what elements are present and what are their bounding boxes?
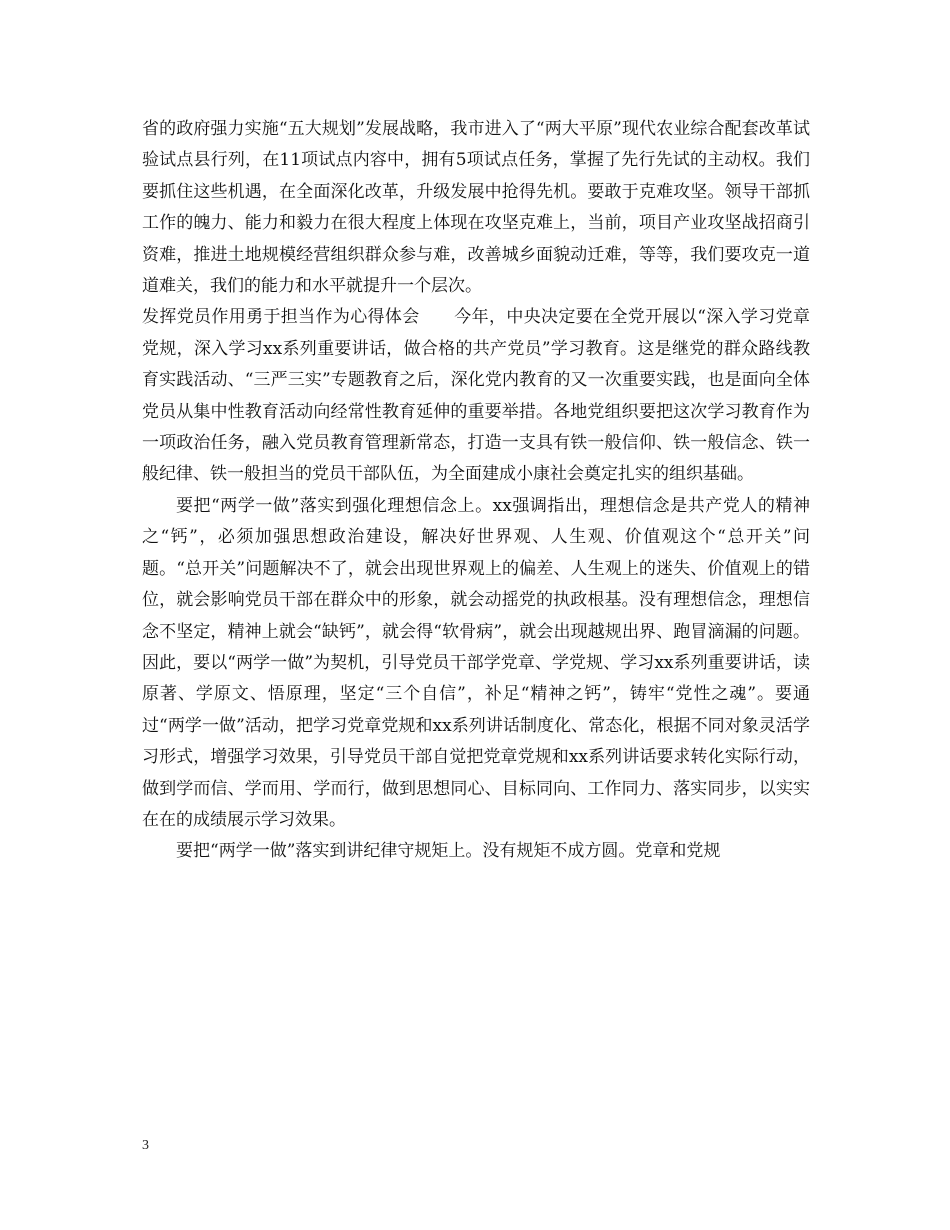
paragraph-4: 要把“两学一做”落实到讲纪律守规矩上。没有规矩不成方圆。党章和党规 (176, 841, 721, 862)
page-number: 3 (142, 1138, 149, 1153)
paragraph-1: 省的政府强力实施“五大规划”发展战略，我市进入了“两大平原”现代农业综合配套改革试验试点县行列，在11项试点内容中，拥有5项试点任务，掌握了先行先试的主动权。我们要抓住这些机遇，在全面深化改革，升级发展中抢得先机。要敢于克难攻坚。领导干部抓工作的魄力、能力和毅力在很大程度上体现在攻坚克难上，当前，项目产业攻坚战招商引资难，推进土地规模经营组织群众参与难，改善城乡面貌动迁难，等等，我们要攻克一道道难关，我们的能力和水平就提升一个层次。 (142, 119, 810, 297)
document-body (142, 114, 810, 868)
paragraph-3: 要把“两学一做”落实到强化理想信念上。xx强调指出，理想信念是共产党人的精神之“钙”，必须加强思想政治建设，解决好世界观、人生观、价值观这个“总开关”问题。“总开关”问题解决不了，就会出现世界观上的偏差、人生观上的迷失、价值观上的错位，就会影响党员干部在群众中的形象，就会动摇党的执政根基。没有理想信念，理想信念不坚定，精神上就会“缺钙”，就会得“软骨病”，就会出现越规出界、跑冒滴漏的问题。因此，要以“两学一做”为契机，引导党员干部学党章、学党规、学习xx系列重要讲话，读原著、学原文、悟原理，坚定“三个自信”，补足“精神之钙”，铸牢“党性之魂”。要通过“两学一做”活动，把学习党章党规和xx系列讲话制度化、常态化，根据不同对象灵活学习形式，增强学习效果，引导党员干部自觉把党章党规和xx系列讲话要求转化实际行动，做到学而信、学而用、学而行，做到思想同心、目标同向、工作同力、落实同步，以实实在在的成绩展示学习效果。 (142, 495, 810, 830)
paragraph-2: 发挥党员作用勇于担当作为心得体会 今年，中央决定要在全党开展以“深入学习党章党规，深入学习xx系列重要讲话，做合格的共产党员”学习教育。这是继党的群众路线教育实践活动、“三严三实”专题教育之后，深化党内教育的又一次重要实践，也是面向全体党员从集中性教育活动向经常性教育延伸的重要举措。各地党组织要把这次学习教育作为一项政治任务，融入党员教育管理新常态，打造一支具有铁一般信仰、铁一般信念、铁一般纪律、铁一般担当的党员干部队伍，为全面建成小康社会奠定扎实的组织基础。 (142, 307, 810, 485)
